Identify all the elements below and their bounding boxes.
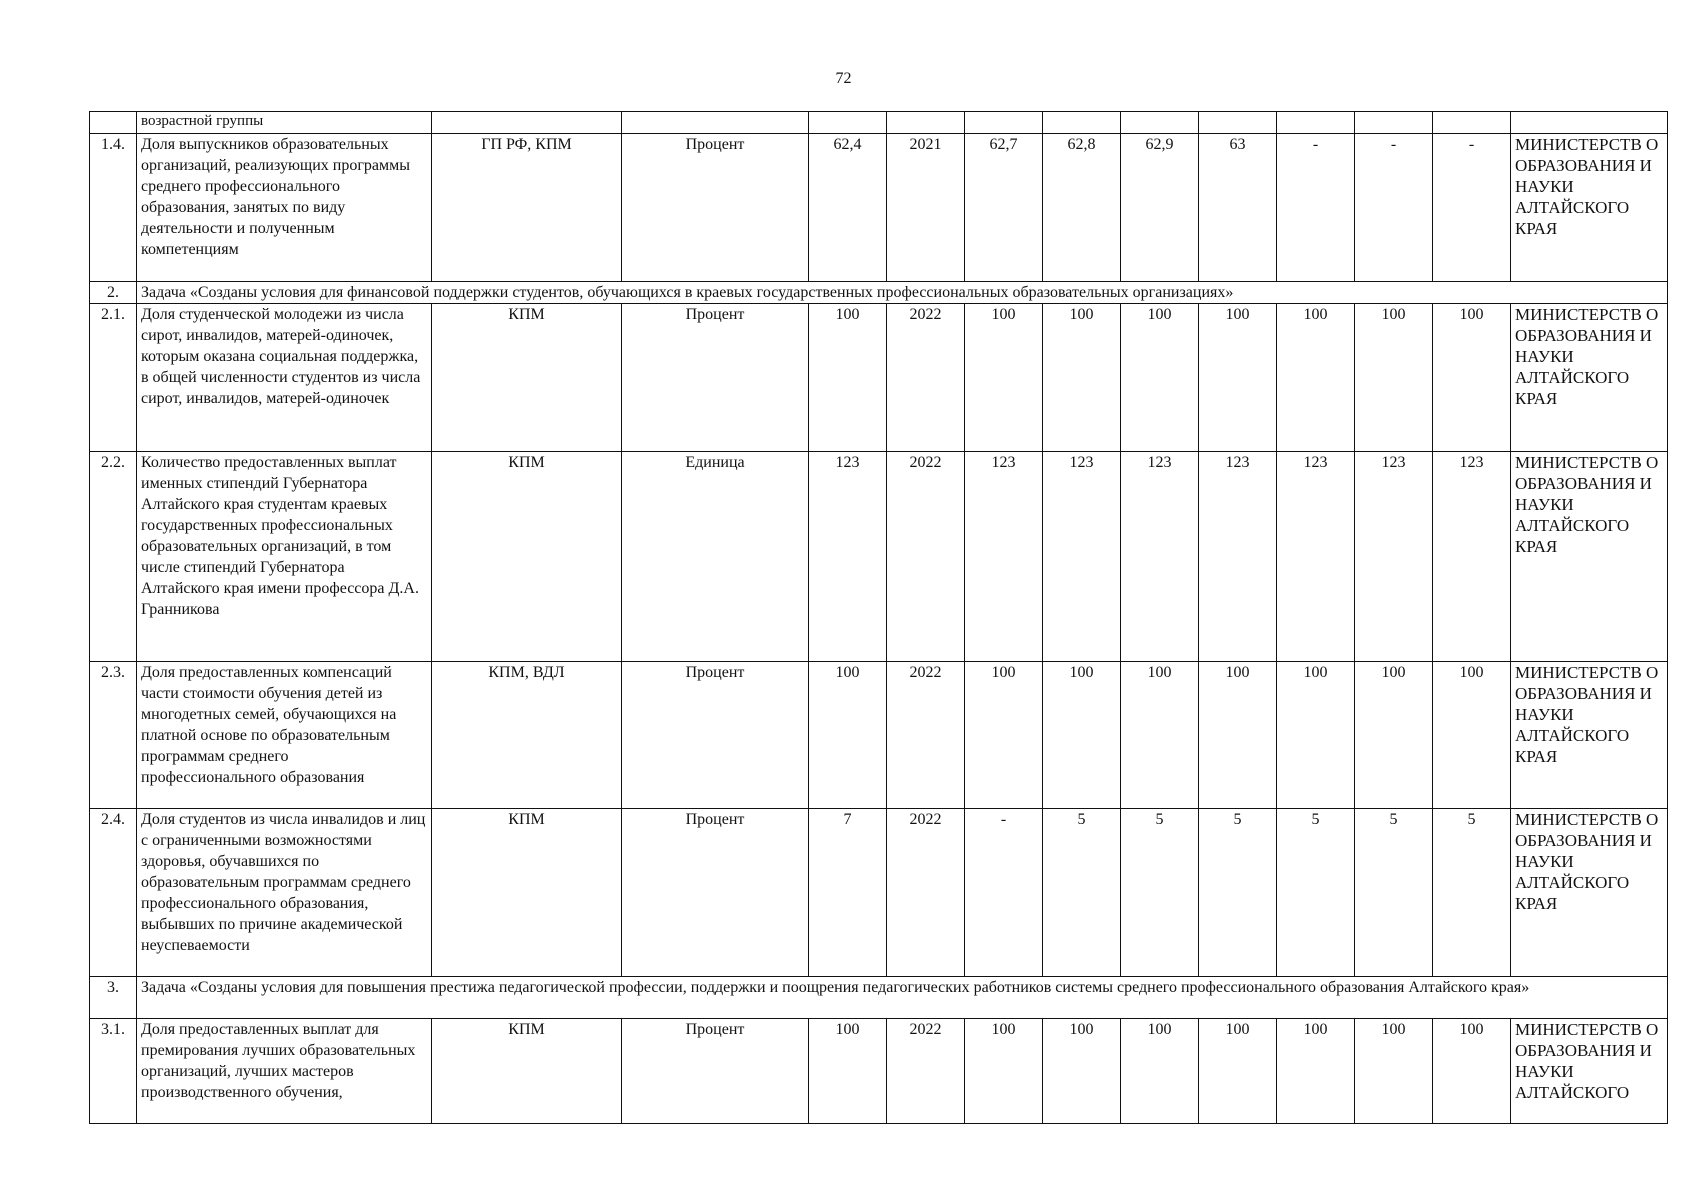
indicator-name: Доля предоставленных компенсаций части стоимости обучения детей из многодетных семей, обучающихся на платной основе по образовательным программам среднего профессионального образования xyxy=(137,662,432,809)
year-value: 5 xyxy=(1199,809,1277,977)
row-number: 3.1. xyxy=(90,1019,137,1124)
indicator-source: КПМ xyxy=(432,304,622,452)
responsible-org: МИНИСТЕРСТВ О ОБРАЗОВАНИЯ И НАУКИ АЛТАЙСКОГО КРАЯ xyxy=(1511,304,1668,452)
task-text: Задача «Созданы условия для финансовой поддержки студентов, обучающихся в краевых государственных профессиональных образовательных организациях» xyxy=(137,282,1668,304)
year-value: 100 xyxy=(965,662,1043,809)
year-value: 100 xyxy=(1043,1019,1121,1124)
indicator-name: Доля студенческой молодежи из числа сирот, инвалидов, матерей-одиночек, которым оказана социальная поддержка, в общей численности студентов из числа сирот, инвалидов, матерей-одиночек xyxy=(137,304,432,452)
year-value: 5 xyxy=(1277,809,1355,977)
year-value: 123 xyxy=(965,452,1043,662)
year-value: 123 xyxy=(1277,452,1355,662)
year-value: - xyxy=(1277,134,1355,282)
year-value: 5 xyxy=(1121,809,1199,977)
base-value: 123 xyxy=(809,452,887,662)
base-value: 100 xyxy=(809,1019,887,1124)
base-value: 100 xyxy=(809,662,887,809)
continuation-num xyxy=(90,112,137,134)
indicator-name: Доля выпускников образовательных организаций, реализующих программы среднего профессионального образования, занятых по виду деятельности и полученным компетенциям xyxy=(137,134,432,282)
responsible-org: МИНИСТЕРСТВ О ОБРАЗОВАНИЯ И НАУКИ АЛТАЙСКОГО xyxy=(1511,1019,1668,1124)
continuation-text: возрастной группы xyxy=(137,112,432,134)
indicator-unit: Процент xyxy=(622,809,809,977)
indicators-table xyxy=(89,111,1668,1124)
base-year: 2021 xyxy=(887,134,965,282)
indicator-unit: Процент xyxy=(622,134,809,282)
responsible-org: МИНИСТЕРСТВ О ОБРАЗОВАНИЯ И НАУКИ АЛТАЙСКОГО КРАЯ xyxy=(1511,809,1668,977)
indicator-row xyxy=(90,1019,1668,1124)
year-value: 100 xyxy=(1121,662,1199,809)
year-value: 100 xyxy=(1433,304,1511,452)
year-value: 100 xyxy=(1199,1019,1277,1124)
year-value: 5 xyxy=(1355,809,1433,977)
year-value: 100 xyxy=(1277,304,1355,452)
year-value: 123 xyxy=(1121,452,1199,662)
year-value: 100 xyxy=(1277,662,1355,809)
year-value: 100 xyxy=(1121,1019,1199,1124)
page-number: 72 xyxy=(835,70,852,87)
year-value: - xyxy=(1355,134,1433,282)
indicator-source: ГП РФ, КПМ xyxy=(432,134,622,282)
base-year: 2022 xyxy=(887,809,965,977)
indicator-row xyxy=(90,304,1668,452)
year-value: 100 xyxy=(1355,1019,1433,1124)
year-value: 100 xyxy=(1043,662,1121,809)
base-year: 2022 xyxy=(887,452,965,662)
indicator-unit: Процент xyxy=(622,304,809,452)
year-value: - xyxy=(965,809,1043,977)
continuation-row xyxy=(90,112,1668,134)
responsible-org: МИНИСТЕРСТВ О ОБРАЗОВАНИЯ И НАУКИ АЛТАЙСКОГО КРАЯ xyxy=(1511,452,1668,662)
row-number: 1.4. xyxy=(90,134,137,282)
year-value: 123 xyxy=(1199,452,1277,662)
year-value: 100 xyxy=(1199,304,1277,452)
year-value: 123 xyxy=(1355,452,1433,662)
year-value: 123 xyxy=(1433,452,1511,662)
year-value: 63 xyxy=(1199,134,1277,282)
year-value: 100 xyxy=(965,304,1043,452)
year-value: 100 xyxy=(1277,1019,1355,1124)
responsible-org: МИНИСТЕРСТВ О ОБРАЗОВАНИЯ И НАУКИ АЛТАЙСКОГО КРАЯ xyxy=(1511,134,1668,282)
row-number: 3. xyxy=(90,977,137,1019)
row-number: 2. xyxy=(90,282,137,304)
indicator-unit: Процент xyxy=(622,1019,809,1124)
indicator-name: Количество предоставленных выплат именных стипендий Губернатора Алтайского края студентам краевых государственных профессиональных образовательных организаций, в том числе стипендий Губернатора Алтайского края имени профессора Д.А. Гранникова xyxy=(137,452,432,662)
row-number: 2.1. xyxy=(90,304,137,452)
responsible-org: МИНИСТЕРСТВ О ОБРАЗОВАНИЯ И НАУКИ АЛТАЙСКОГО КРАЯ xyxy=(1511,662,1668,809)
year-value: - xyxy=(1433,134,1511,282)
year-value: 100 xyxy=(1199,662,1277,809)
base-value: 62,4 xyxy=(809,134,887,282)
task-row xyxy=(90,977,1668,1019)
indicator-source: КПМ, ВДЛ xyxy=(432,662,622,809)
indicator-row xyxy=(90,809,1668,977)
year-value: 62,9 xyxy=(1121,134,1199,282)
indicator-unit: Процент xyxy=(622,662,809,809)
row-number: 2.2. xyxy=(90,452,137,662)
base-year: 2022 xyxy=(887,662,965,809)
indicator-row xyxy=(90,452,1668,662)
year-value: 5 xyxy=(1043,809,1121,977)
indicator-row xyxy=(90,134,1668,282)
year-value: 100 xyxy=(965,1019,1043,1124)
indicator-source: КПМ xyxy=(432,1019,622,1124)
base-value: 100 xyxy=(809,304,887,452)
year-value: 62,8 xyxy=(1043,134,1121,282)
indicator-unit: Единица xyxy=(622,452,809,662)
year-value: 123 xyxy=(1043,452,1121,662)
year-value: 100 xyxy=(1121,304,1199,452)
year-value: 100 xyxy=(1433,662,1511,809)
base-year: 2022 xyxy=(887,304,965,452)
task-text: Задача «Созданы условия для повышения престижа педагогической профессии, поддержки и поощрения педагогических работников системы среднего профессионального образования Алтайского края» xyxy=(137,977,1668,1019)
indicator-row xyxy=(90,662,1668,809)
year-value: 62,7 xyxy=(965,134,1043,282)
year-value: 100 xyxy=(1043,304,1121,452)
base-year: 2022 xyxy=(887,1019,965,1124)
year-value: 5 xyxy=(1433,809,1511,977)
indicator-source: КПМ xyxy=(432,809,622,977)
task-row xyxy=(90,282,1668,304)
year-value: 100 xyxy=(1433,1019,1511,1124)
row-number: 2.3. xyxy=(90,662,137,809)
base-value: 7 xyxy=(809,809,887,977)
indicator-name: Доля предоставленных выплат для премирования лучших образовательных организаций, лучших мастеров производственного обучения, xyxy=(137,1019,432,1124)
indicator-name: Доля студентов из числа инвалидов и лиц с ограниченными возможностями здоровья, обучавшихся по образовательным программам среднего профессионального образования, выбывших по причине академической неуспеваемости xyxy=(137,809,432,977)
indicator-source: КПМ xyxy=(432,452,622,662)
row-number: 2.4. xyxy=(90,809,137,977)
year-value: 100 xyxy=(1355,662,1433,809)
year-value: 100 xyxy=(1355,304,1433,452)
